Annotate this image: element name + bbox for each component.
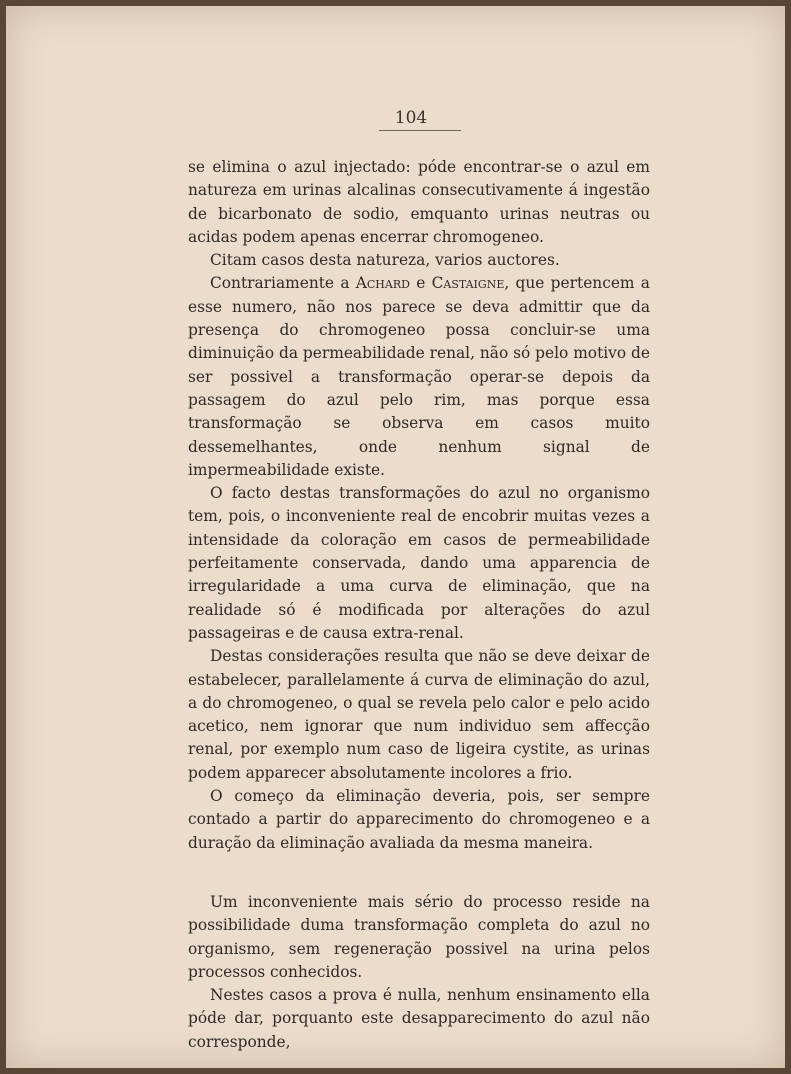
page-number: 104 bbox=[394, 108, 428, 128]
paragraph-4: O facto destas transformações do azul no organismo tem, pois, o inconveniente real de encobrir muitas vezes a intensidade da coloração em casos de permeabilidade perfeitamente conservada, dando uma apparencia de irregularidade a uma curva de eliminação, que na realidade só é modificada por alterações do azul passageiras e de causa extra-renal. bbox=[188, 484, 650, 642]
paragraph-5: Destas considerações resulta que não se deve deixar de estabelecer, parallelamente á curva de eliminação do azul, a do chromogeneo, o qual se revela pelo calor e pelo acido acetico, nem ignorar que num individuo sem affecção renal, por exemplo num caso de ligeira cystite, as urinas podem apparecer absolutamente incolores a frio. bbox=[188, 647, 650, 782]
body-text bbox=[188, 156, 650, 1054]
paragraph-6: O começo da eliminação deveria, pois, ser sempre contado a partir do apparecimento do chromogeneo e a duração da eliminação avaliada da mesma maneira. bbox=[188, 787, 650, 852]
paragraph-8: Nestes casos a prova é nulla, nenhum ensinamento ella póde dar, porquanto este desapparecimento do azul não corresponde, bbox=[188, 986, 650, 1051]
header-rule bbox=[379, 130, 461, 131]
author-achard: Achard bbox=[355, 274, 410, 293]
paragraph-2: Citam casos desta natureza, varios auctores. bbox=[210, 251, 560, 270]
paragraph-3-body: , que pertencem a esse numero, não nos parece se deva admittir que da presença do chromogeneo possa concluir-se uma diminuição da permeabilidade renal, não só pelo motivo de ser possivel a transformação operar-se depois da passagem do azul pelo rim, mas porque essa transformação se observa em casos muito dessemelhantes, onde nenhum signal de impermeabilidade existe. bbox=[188, 274, 650, 479]
paragraph-7: Um inconveniente mais sério do processo reside na possibilidade duma transformação completa do azul no organismo, sem regeneração possivel na urina pelos processos conhecidos. bbox=[188, 892, 650, 981]
paragraph-3-conjunction: e bbox=[409, 274, 432, 293]
paragraph-3 bbox=[188, 272, 650, 482]
author-castaigne: Castaigne bbox=[431, 274, 505, 293]
paragraph-1: se elimina o azul injectado: póde encontrar-se o azul em natureza em urinas alcalinas consecutivamente á ingestão de bicarbonato de sodio, emquanto urinas neutras ou acidas podem apenas encerrar chromogeneo. bbox=[188, 158, 650, 246]
book-page bbox=[6, 6, 785, 1068]
paragraph-3-lead: Contrariamente a bbox=[210, 274, 356, 293]
